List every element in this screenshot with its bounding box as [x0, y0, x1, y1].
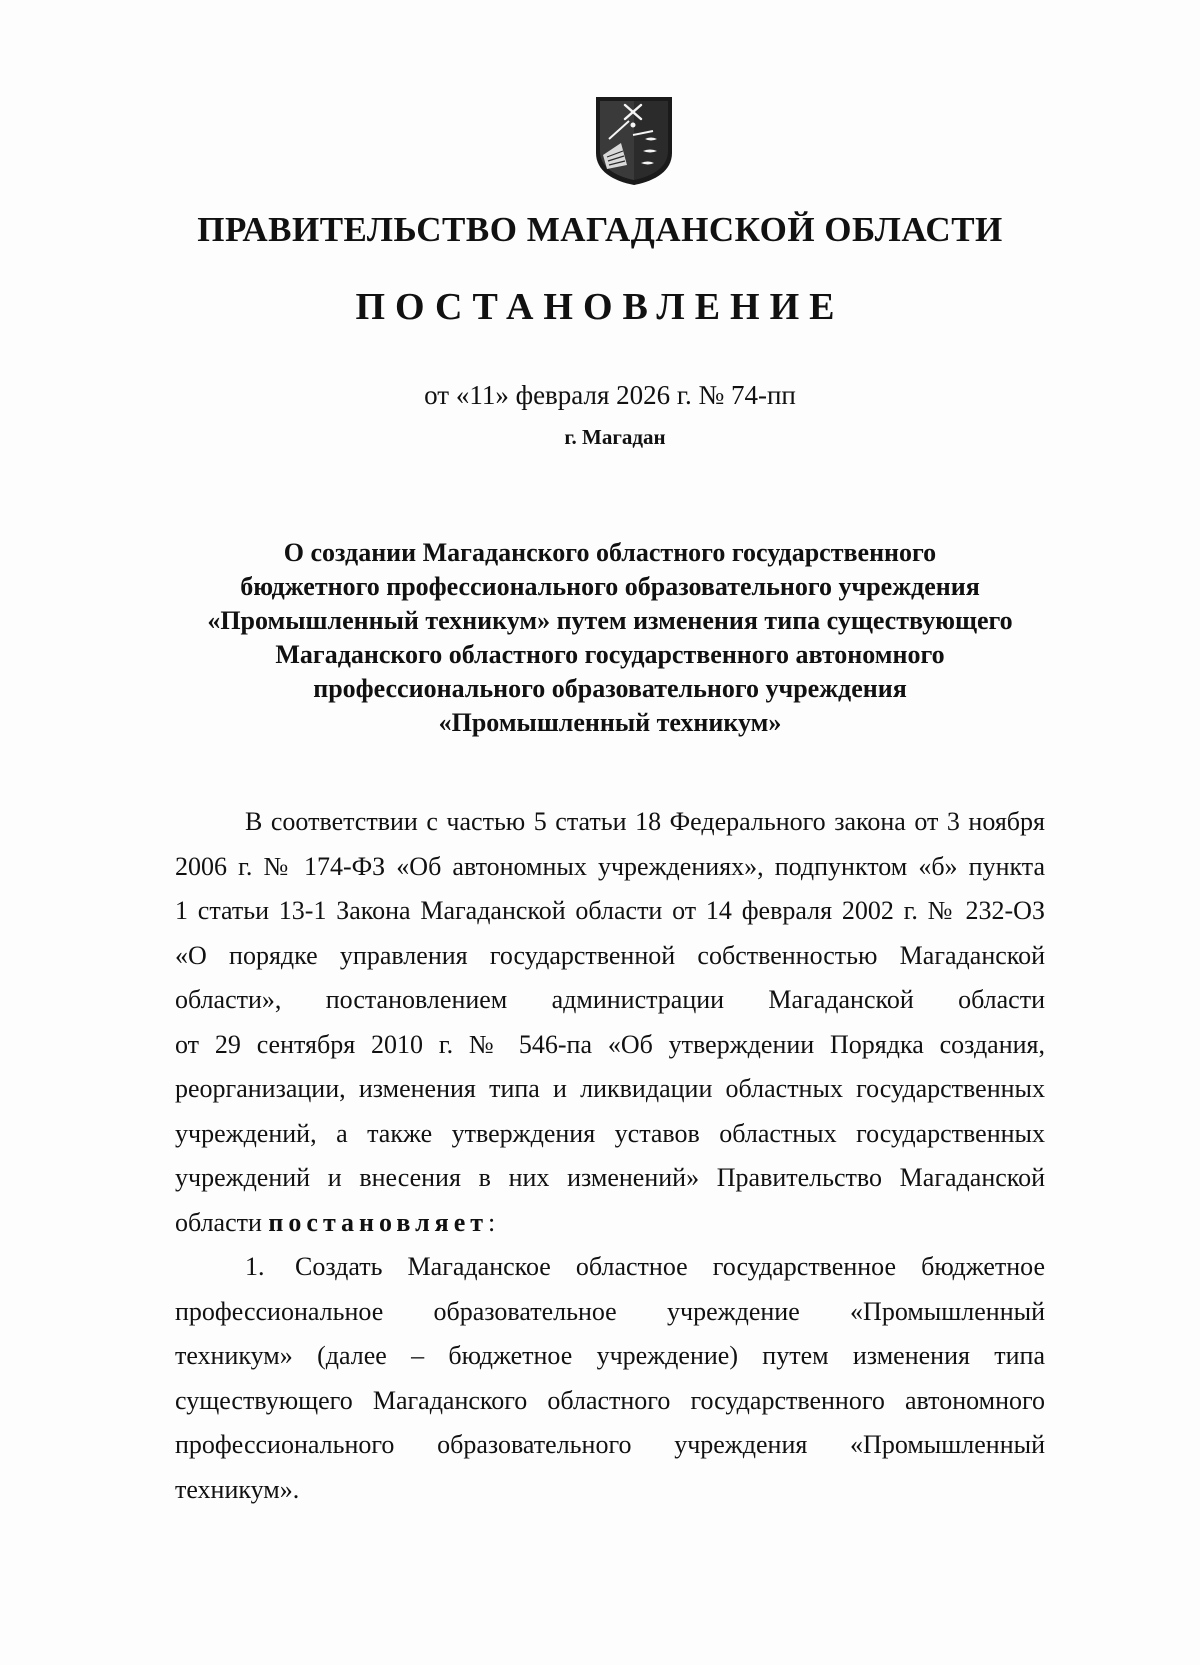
preamble-closing-suffix: :: [488, 1207, 496, 1237]
preamble-line: учреждений и внесения в них изменений» Правительство Магаданской: [175, 1163, 1045, 1192]
organization-title: ПРАВИТЕЛЬСТВО МАГАДАНСКОЙ ОБЛАСТИ: [197, 210, 1003, 249]
heading-line: О создании Магаданского областного государственного: [283, 538, 937, 567]
preamble-line: 2006 г. № 174-ФЗ «Об автономных учреждениях», подпунктом «б» пункта: [175, 851, 1045, 881]
preamble-line: от 29 сентября 2010 г. № 546-па «Об утверждении Порядка создания,: [175, 1029, 1045, 1059]
item-1-last-line: техникум».: [175, 1474, 300, 1504]
resolution-keyword: постановляет: [268, 1207, 489, 1237]
preamble-line: реорганизации, изменения типа и ликвидации областных государственных: [175, 1074, 1045, 1103]
item-1-first-line: [175, 1245, 1045, 1290]
heading-line: профессионального образовательного учреждения: [313, 674, 907, 703]
heading-line: «Промышленный техникум»: [438, 708, 782, 737]
item-1-line: существующего Магаданского областного государственного автономного: [175, 1385, 1045, 1415]
document-city: г. Магадан: [564, 425, 666, 449]
document-subject-heading: [170, 536, 1050, 740]
item-1-line: профессионального образовательного учреждения «Промышленный: [175, 1430, 1045, 1459]
preamble-line: В соответствии с частью 5 статьи 18 Федерального закона от 3 ноября: [245, 807, 1045, 836]
document-body: [175, 800, 1045, 1512]
preamble-closing-line: [175, 1201, 1045, 1246]
item-number: 1.: [245, 1252, 265, 1281]
preamble-line: 1 статьи 13-1 Закона Магаданской области от 14 февраля 2002 г. № 232-ОЗ: [175, 896, 1045, 925]
heading-line: Магаданского областного государственного автономного: [275, 640, 945, 669]
heading-line: бюджетного профессионального образовательного учреждения: [240, 572, 980, 601]
preamble-closing-prefix: области: [175, 1207, 262, 1237]
document-type-title: ПОСТАНОВЛЕНИЕ: [355, 286, 845, 328]
heading-line: «Промышленный техникум» путем изменения типа существующего: [207, 606, 1013, 635]
item-1-line: техникум» (далее – бюджетное учреждение) путем изменения типа: [175, 1341, 1045, 1370]
preamble-line: учреждений, а также утверждения уставов областных государственных: [175, 1118, 1045, 1148]
document-date-number: от «11» февраля 2026 г. № 74-пп: [424, 380, 796, 410]
preamble-line: «О порядке управления государственной собственностью Магаданской: [175, 940, 1045, 970]
preamble-line: области», постановлением администрации Магаданской области: [175, 985, 1045, 1014]
item-1-paragraph: [175, 1245, 1045, 1512]
item-1-first-text: Создать Магаданское областное государственное бюджетное: [295, 1252, 1045, 1281]
coat-of-arms-icon: [593, 95, 675, 187]
item-1-line: профессиональное образовательное учреждение «Промышленный: [175, 1296, 1045, 1326]
preamble-paragraph: [175, 800, 1045, 1245]
